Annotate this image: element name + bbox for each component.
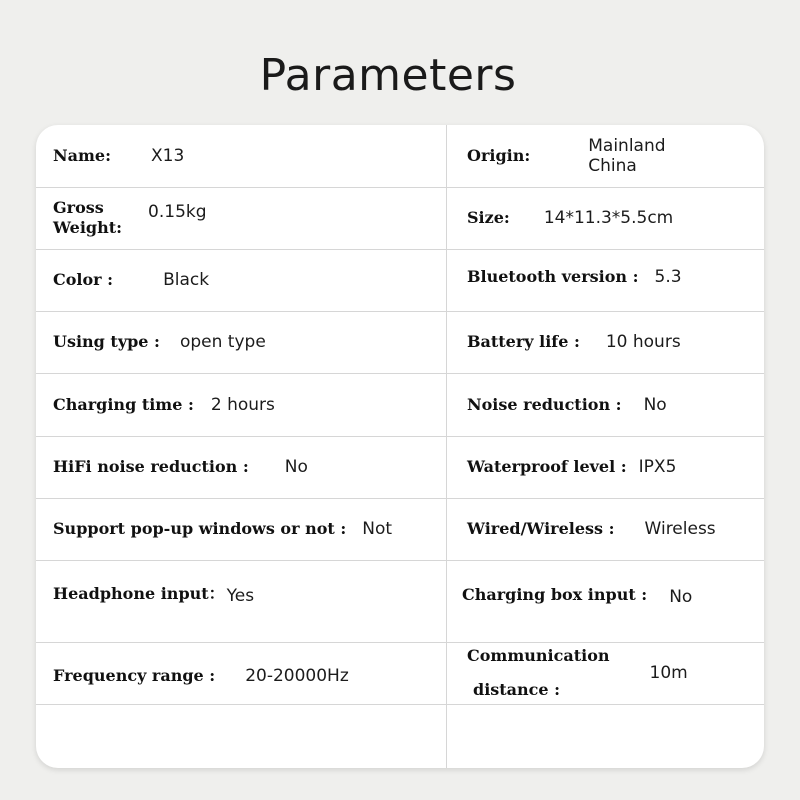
param-value: No (643, 394, 667, 415)
param-value: X13 (151, 146, 185, 166)
param-value: Mainland China (588, 136, 666, 176)
param-row-wired-wireless (447, 498, 764, 560)
param-row-waterproof (447, 436, 764, 498)
param-row-name (36, 125, 446, 187)
param-label: Origin: (467, 146, 531, 165)
param-row-size (447, 187, 764, 249)
param-value: 2 hours (210, 394, 275, 415)
param-row-noise-reduction (447, 373, 764, 436)
param-row-using-type (36, 311, 446, 373)
parameters-table (36, 125, 764, 768)
param-value: 5.3 (654, 267, 682, 287)
param-row-charging-box-input (447, 560, 764, 642)
param-value: 10 hours (605, 332, 681, 352)
param-label: Size: (467, 208, 510, 227)
param-label: Waterproof level : (467, 457, 627, 476)
param-label: Gross Weight: (53, 198, 123, 237)
param-row-hifi-noise (36, 436, 446, 498)
param-value: 20-20000Hz (245, 666, 349, 686)
row-divider (36, 704, 764, 705)
param-row-popup-windows (36, 498, 446, 560)
param-value: Yes (226, 586, 255, 606)
param-label: Wired/Wireless : (467, 519, 615, 538)
param-label: Using type : (53, 332, 160, 351)
param-row-charging-time (36, 373, 446, 436)
param-value: No (284, 457, 308, 477)
page-title: Parameters (259, 50, 517, 101)
param-label: HiFi noise reduction : (53, 457, 249, 476)
param-value: open type (179, 332, 266, 352)
param-value: No (669, 587, 693, 607)
param-row-color (36, 249, 446, 311)
param-label: Name: (53, 146, 112, 165)
param-value: Black (163, 270, 210, 290)
param-value: 0.15kg (148, 202, 207, 222)
param-label: Frequency range : (53, 666, 216, 685)
param-row-battery-life (447, 311, 764, 373)
param-label: Bluetooth version : (467, 267, 639, 286)
param-label: Support pop-up windows or not : (53, 519, 347, 538)
param-label: Charging box input : (462, 585, 648, 604)
param-label: Noise reduction : (467, 394, 622, 414)
param-row-communication-distance (447, 642, 764, 704)
param-value: 14*11.3*5.5cm (543, 208, 674, 228)
param-label: Communication distance : (467, 646, 610, 699)
param-value: IPX5 (638, 457, 677, 477)
param-row-bluetooth (447, 249, 764, 311)
param-row-gross-weight (36, 187, 446, 249)
param-label: Headphone input： (53, 584, 225, 603)
param-row-frequency-range (36, 642, 446, 704)
param-value: 10m (649, 663, 688, 683)
param-row-origin (447, 125, 764, 187)
param-label: Battery life : (467, 332, 580, 351)
param-value: Not (362, 519, 393, 539)
param-value: Wireless (644, 519, 716, 539)
param-label: Color : (53, 270, 114, 289)
param-label: Charging time : (53, 394, 194, 414)
param-row-headphone-input (36, 560, 446, 642)
